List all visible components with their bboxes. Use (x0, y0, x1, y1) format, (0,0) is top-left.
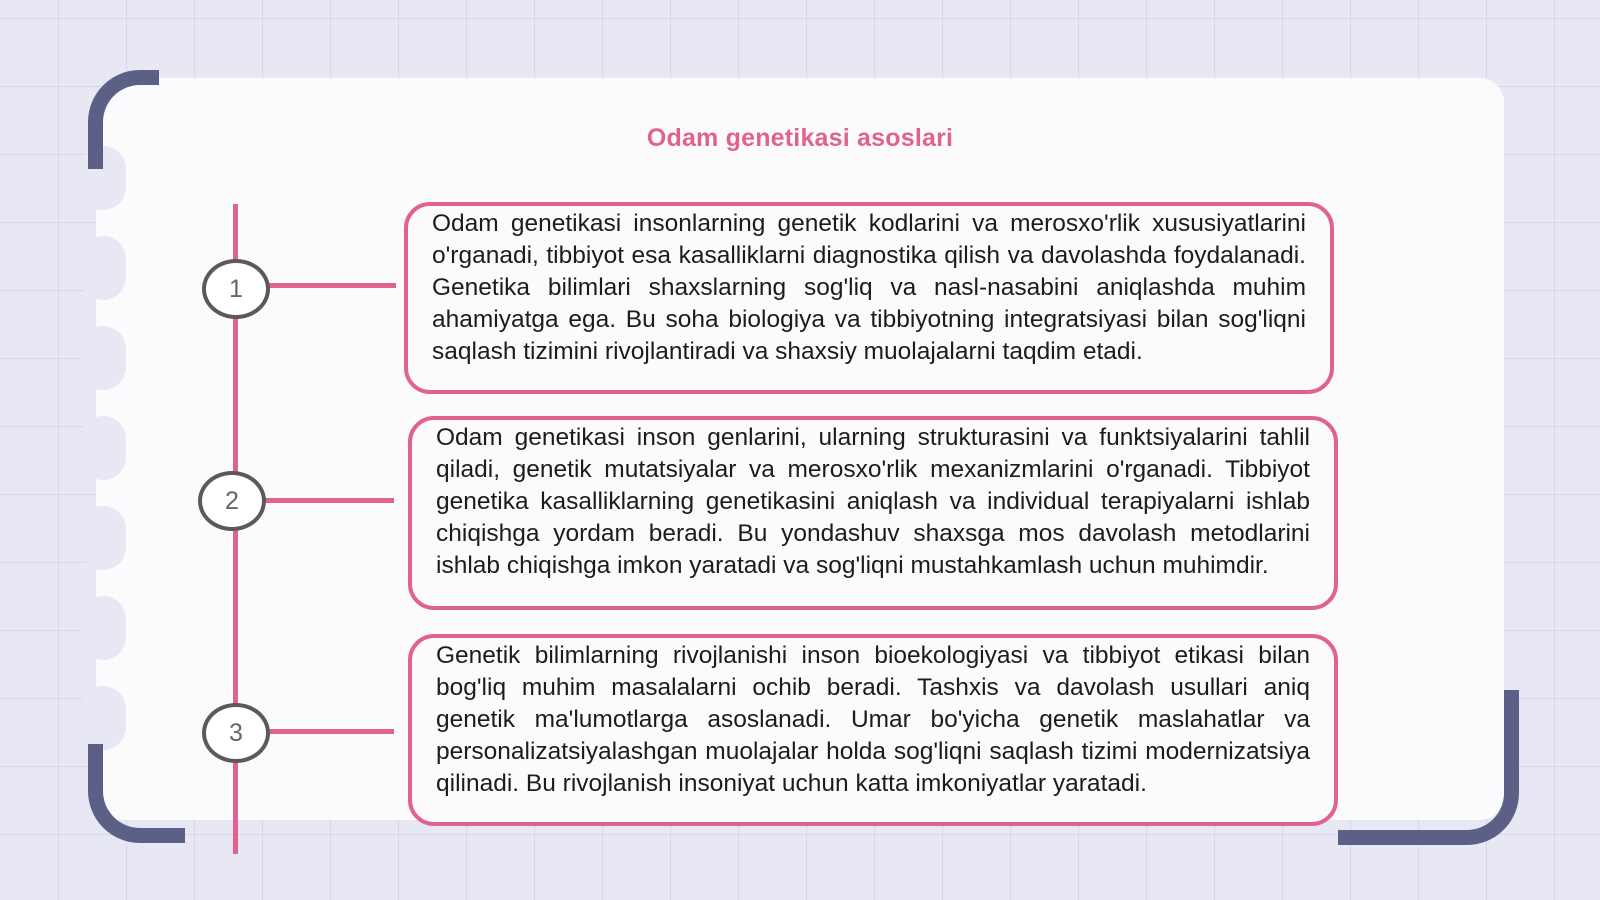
content-box-2: Odam genetikasi inson genlarini, ularning strukturasini va funktsiyalarini tahlil qiladi, genetik mutatsiyalar va merosxo'rlik mexanizmlarini o'rganadi. Tibbiyot genetika kasalliklarning genetikasini aniqlash va individual terapiyalarni ishlab chiqishga yordam beradi. Bu yondashuv shaxsga mos davolash metodlarini ishlab chiqishga imkon yaratadi va sog'liqni mustahkamlash uchun muhimdir. (408, 416, 1338, 610)
content-box-1: Odam genetikasi insonlarning genetik kodlarini va merosxo'rlik xususiyatlarini o'rganadi, tibbiyot esa kasalliklarni diagnostika qilish va davolashda foydalanadi. Genetika bilimlari shaxslarning sog'liq va nasl-nasabini aniqlashda muhim ahamiyatga ega. Bu soha biologiya va tibbiyotning integratsiyasi bilan sog'liqni saqlash tizimini rivojlantiradi va shaxsiy muolajalarni taqdim etadi. (404, 202, 1334, 394)
step-number-circle: 1 (202, 259, 270, 319)
card-notch (80, 236, 126, 300)
card-notch (80, 596, 126, 660)
timeline-connector (264, 283, 396, 288)
timeline-connector (264, 729, 394, 734)
slide-title: Odam genetikasi asoslari (646, 124, 954, 152)
step-number-circle: 3 (202, 703, 270, 763)
card-notch (80, 416, 126, 480)
timeline-connector (260, 498, 394, 503)
card-notch (80, 326, 126, 390)
step-number-circle: 2 (198, 471, 266, 531)
corner-bracket-bottom-right (1338, 690, 1519, 845)
card-notch (80, 686, 126, 750)
corner-bracket-top-left (88, 70, 159, 169)
corner-bracket-bottom-left (88, 744, 185, 843)
content-box-3: Genetik bilimlarning rivojlanishi inson bioekologiyasi va tibbiyot etikasi bilan bog'liq muhim masalalarni ochib beradi. Tashxis va davolash usullari aniq genetik ma'lumotlarga asoslanadi. Umar bo'yicha genetik maslahatlar va personalizatsiyalashgan muolajalar holda sog'liqni saqlash tizimi modernizatsiya qilinadi. Bu rivojlanish insoniyat uchun katta imkoniyatlar yaratadi. (408, 634, 1338, 826)
card-notch (80, 506, 126, 570)
